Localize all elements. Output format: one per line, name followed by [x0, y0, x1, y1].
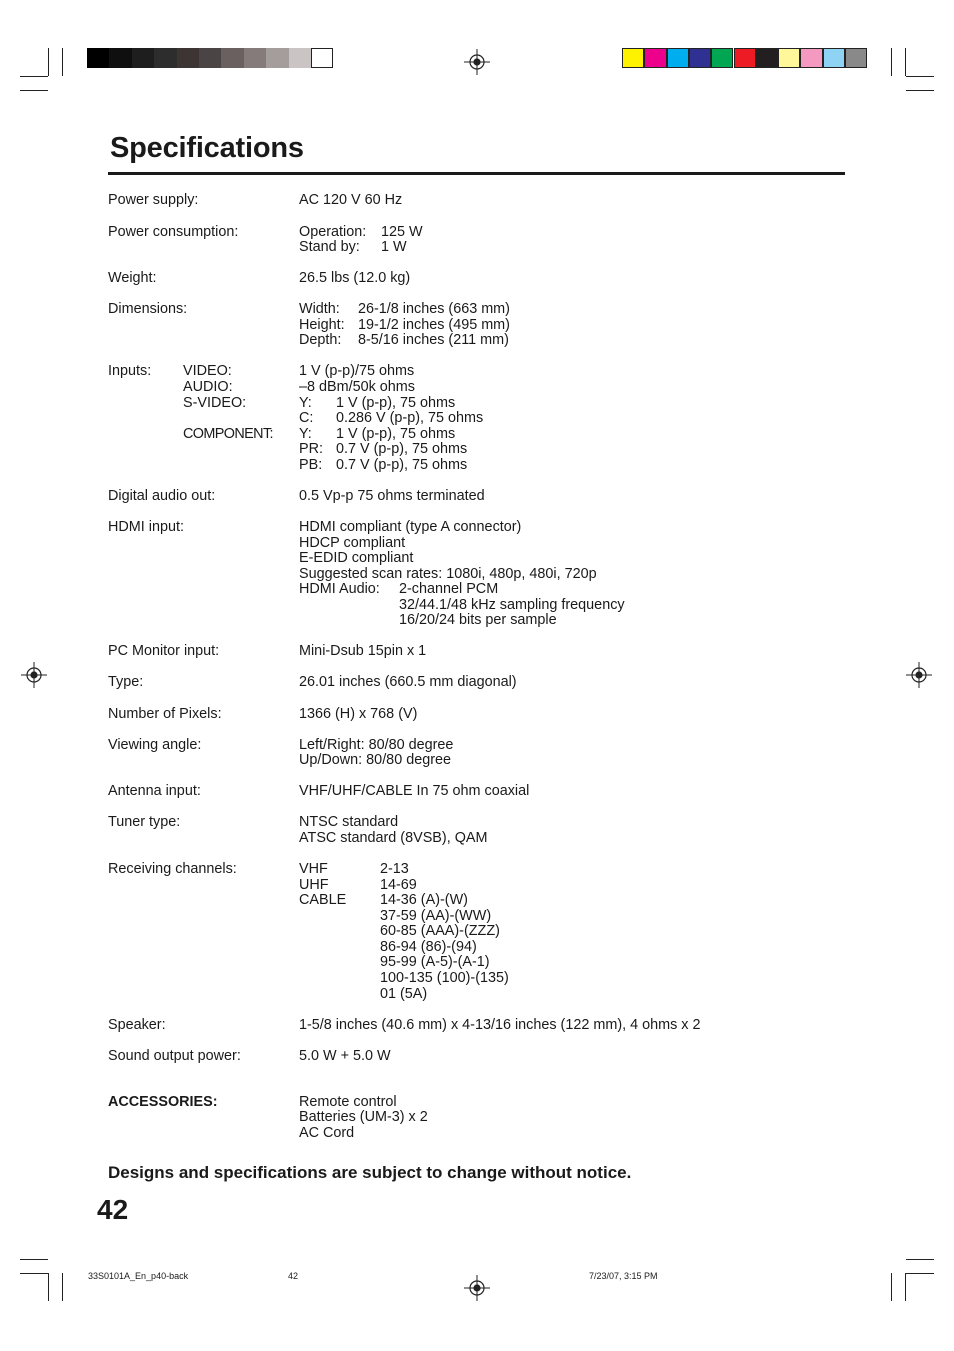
spec-value: Suggested scan rates: 1080i, 480p, 480i, 720p: [299, 566, 597, 582]
spec-value: 125 W: [381, 224, 423, 240]
crop-mark: [905, 1273, 906, 1301]
color-swatch: [756, 48, 778, 68]
spec-sublabel: VIDEO:: [183, 363, 232, 379]
page-number: 42: [97, 1194, 129, 1225]
spec-value: 14-69: [380, 877, 417, 893]
crop-mark: [20, 90, 48, 91]
spec-key: Height:: [299, 317, 345, 333]
spec-value: 0.5 Vp-p 75 ohms terminated: [299, 488, 485, 504]
spec-value: ATSC standard (8VSB), QAM: [299, 830, 488, 846]
gray-swatch: [311, 48, 333, 68]
spec-value: HDCP compliant: [299, 535, 406, 551]
spec-label: Power supply:: [108, 192, 199, 208]
spec-label: Receiving channels:: [108, 861, 237, 877]
spec-key: PR:: [299, 441, 323, 457]
crop-mark: [906, 90, 934, 91]
spec-value: 26-1/8 inches (663 mm): [358, 301, 510, 317]
crop-mark: [906, 76, 934, 77]
gray-swatch: [199, 48, 221, 68]
registration-mark-icon: [21, 662, 47, 688]
spec-value: 26.01 inches (660.5 mm diagonal): [299, 674, 517, 690]
crop-mark: [62, 48, 63, 76]
gray-swatch: [132, 48, 154, 68]
spec-value: AC Cord: [299, 1125, 355, 1141]
spec-key: Y:: [299, 426, 312, 442]
spec-key: HDMI Audio:: [299, 581, 380, 597]
change-notice: Designs and specifications are subject to change without notice.: [108, 1163, 632, 1182]
spec-value: NTSC standard: [299, 814, 399, 830]
spec-label: Power consumption:: [108, 224, 239, 240]
spec-key: C:: [299, 410, 314, 426]
spec-label: Speaker:: [108, 1017, 166, 1033]
footer-date: 7/23/07, 3:15 PM: [589, 1271, 658, 1281]
spec-label: Sound output power:: [108, 1048, 241, 1064]
spec-key: CABLE: [299, 892, 347, 908]
spec-key: Operation:: [299, 224, 367, 240]
spec-sublabel: S-VIDEO:: [183, 395, 247, 411]
spec-label: Number of Pixels:: [108, 706, 222, 722]
spec-key: VHF: [299, 861, 328, 877]
color-swatch: [622, 48, 644, 68]
color-swatch: [689, 48, 711, 68]
color-swatch: [644, 48, 666, 68]
spec-value: Mini-Dsub 15pin x 1: [299, 643, 427, 659]
crop-mark: [20, 1259, 48, 1260]
spec-value: 5.0 W + 5.0 W: [299, 1048, 391, 1064]
spec-value: 26.5 lbs (12.0 kg): [299, 270, 411, 286]
spec-value: 1 V (p-p), 75 ohms: [336, 395, 456, 411]
registration-mark-icon: [464, 49, 490, 75]
title-rule: [108, 172, 845, 175]
crop-mark: [20, 1273, 48, 1274]
spec-key: UHF: [299, 877, 329, 893]
color-swatch: [734, 48, 756, 68]
spec-value: 8-5/16 inches (211 mm): [358, 332, 509, 348]
gray-swatch: [266, 48, 288, 68]
color-swatch: [845, 48, 867, 68]
spec-value: AC 120 V 60 Hz: [299, 192, 403, 208]
spec-label: PC Monitor input:: [108, 643, 220, 659]
spec-value: 0.7 V (p-p), 75 ohms: [336, 441, 468, 457]
spec-value: 100-135 (100)-(135): [380, 970, 509, 986]
spec-value: 86-94 (86)-(94): [380, 939, 477, 955]
spec-value: Left/Right: 80/80 degree: [299, 737, 454, 753]
accessories-heading: ACCESSORIES:: [108, 1094, 218, 1110]
spec-label: Dimensions:: [108, 301, 188, 317]
spec-value: 1366 (H) x 768 (V): [299, 706, 418, 722]
spec-value: 32/44.1/48 kHz sampling frequency: [399, 597, 625, 613]
spec-value: E-EDID compliant: [299, 550, 414, 566]
spec-key: Y:: [299, 395, 312, 411]
spec-value: VHF/UHF/CABLE In 75 ohm coaxial: [299, 783, 530, 799]
spec-key: Depth:: [299, 332, 342, 348]
spec-label: Type:: [108, 674, 144, 690]
gray-swatch: [154, 48, 176, 68]
spec-value: Batteries (UM-3) x 2: [299, 1109, 428, 1125]
footer-filename: 33S0101A_En_p40-back: [88, 1271, 189, 1281]
spec-key: Width:: [299, 301, 340, 317]
spec-value: –8 dBm/50k ohms: [299, 379, 415, 395]
spec-label: Weight:: [108, 270, 157, 286]
spec-value: 1 W: [381, 239, 407, 255]
spec-value: Remote control: [299, 1094, 397, 1110]
gray-swatch: [244, 48, 266, 68]
crop-mark: [62, 1273, 63, 1301]
registration-mark-icon: [906, 662, 932, 688]
spec-label: HDMI input:: [108, 519, 184, 535]
spec-value: HDMI compliant (type A connector): [299, 519, 522, 535]
color-swatch: [711, 48, 733, 68]
spec-value: Up/Down: 80/80 degree: [299, 752, 452, 768]
crop-mark: [48, 48, 49, 76]
footer-page: 42: [288, 1271, 299, 1281]
crop-mark: [906, 1259, 934, 1260]
spec-value: 0.7 V (p-p), 75 ohms: [336, 457, 468, 473]
crop-mark: [891, 48, 892, 76]
gray-swatch: [87, 48, 109, 68]
spec-label: Digital audio out:: [108, 488, 216, 504]
spec-sublabel: AUDIO:: [183, 379, 233, 395]
page-title: Specifications: [110, 132, 304, 164]
spec-value: 2-13: [380, 861, 409, 877]
spec-value: 37-59 (AA)-(WW): [380, 908, 492, 924]
color-swatch: [823, 48, 845, 68]
crop-mark: [48, 1273, 49, 1301]
crop-mark: [905, 48, 906, 76]
spec-key: Stand by:: [299, 239, 360, 255]
crop-mark: [20, 76, 48, 77]
spec-value: 1-5/8 inches (40.6 mm) x 4-13/16 inches (122 mm), 4 ohms x 2: [299, 1017, 701, 1033]
color-swatch: [778, 48, 800, 68]
spec-value: 2-channel PCM: [399, 581, 499, 597]
spec-label: Viewing angle:: [108, 737, 202, 753]
spec-label: Tuner type:: [108, 814, 181, 830]
spec-value: 0.286 V (p-p), 75 ohms: [336, 410, 484, 426]
spec-value: 1 V (p-p), 75 ohms: [336, 426, 456, 442]
spec-sublabel: COMPONENT:: [183, 426, 273, 442]
spec-value: 95-99 (A-5)-(A-1): [380, 954, 490, 970]
spec-label: Inputs:: [108, 363, 152, 379]
gray-swatch: [177, 48, 199, 68]
spec-value: 16/20/24 bits per sample: [399, 612, 557, 628]
spec-key: PB:: [299, 457, 323, 473]
crop-mark: [891, 1273, 892, 1301]
spec-value: 01 (5A): [380, 986, 428, 1002]
spec-label: Antenna input:: [108, 783, 201, 799]
spec-value: 19-1/2 inches (495 mm): [358, 317, 510, 333]
color-swatch: [667, 48, 689, 68]
spec-value: 14-36 (A)-(W): [380, 892, 468, 908]
spec-value: 1 V (p-p)/75 ohms: [299, 363, 415, 379]
crop-mark: [906, 1273, 934, 1274]
color-swatch: [800, 48, 822, 68]
spec-value: 60-85 (AAA)-(ZZZ): [380, 923, 500, 939]
gray-swatch: [109, 48, 131, 68]
gray-swatch: [289, 48, 311, 68]
registration-mark-icon: [464, 1275, 490, 1301]
gray-swatch: [221, 48, 243, 68]
